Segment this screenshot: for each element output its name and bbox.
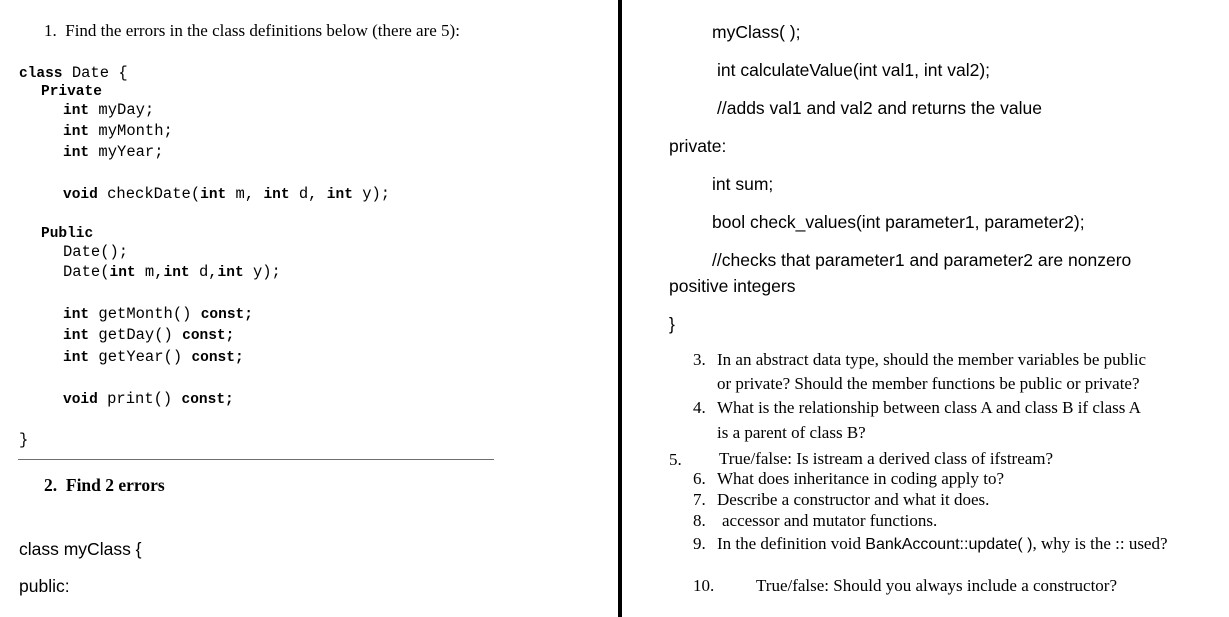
question-text: Describe a constructor and what it does. xyxy=(717,490,990,509)
question-number: 6. xyxy=(693,469,706,488)
code-line-myday xyxy=(63,103,154,119)
question-number: 10. xyxy=(693,576,715,595)
code-line-print xyxy=(63,392,234,408)
keyword: int xyxy=(63,145,90,161)
code-text: d, xyxy=(289,185,327,203)
keyword: int xyxy=(326,187,353,203)
question-text: accessor and mutator functions. xyxy=(722,511,938,530)
question-text: is a parent of class B? xyxy=(717,423,866,442)
question-number: 2. xyxy=(44,475,58,495)
code-text: y); xyxy=(243,263,281,281)
question-number: 7. xyxy=(693,490,706,509)
code-line-mymonth xyxy=(63,124,173,140)
question-2 xyxy=(44,477,165,495)
code-line-checkdate xyxy=(63,187,390,203)
keyword: int xyxy=(217,265,244,281)
code2-ctor: myClass( ); xyxy=(712,22,801,42)
question-text-part: In the definition void xyxy=(717,534,866,553)
question-text xyxy=(717,535,1168,553)
code-line-getday xyxy=(63,328,234,344)
code2-calc-comment: //adds val1 and val2 and returns the value xyxy=(717,98,1042,118)
question-number: 3. xyxy=(693,350,706,369)
keyword: int xyxy=(109,265,136,281)
code-text: m, xyxy=(226,185,264,203)
code2-close-brace: } xyxy=(669,314,675,334)
keyword: void xyxy=(63,187,98,203)
keyword: int xyxy=(63,103,90,119)
code2-check-comment-2: positive integers xyxy=(669,276,796,296)
question-text: What does inheritance in coding apply to? xyxy=(717,469,1005,488)
keyword: int xyxy=(200,187,227,203)
question-number: 8. xyxy=(693,511,706,530)
question-number: 9. xyxy=(693,534,706,553)
question-number: 4. xyxy=(693,398,706,417)
question-text: True/false: Should you always include a constructor? xyxy=(756,576,1118,595)
section-divider xyxy=(18,459,494,460)
code-text: getYear() xyxy=(89,348,192,366)
code-text: y); xyxy=(352,185,391,203)
question-number: 5. xyxy=(669,450,682,469)
keyword: int xyxy=(63,328,90,344)
code2-check-comment-1: //checks that parameter1 and parameter2 are nonzero xyxy=(712,250,1132,270)
code2-check-values: bool check_values(int parameter1, parameter2); xyxy=(712,212,1085,232)
question-text: Find the errors in the class definitions below (there are 5): xyxy=(65,21,460,40)
code2-calc: int calculateValue(int val1, int val2); xyxy=(717,60,991,80)
code-text: getMonth() xyxy=(89,305,201,323)
code2-private-label: private: xyxy=(669,136,727,156)
code-line-getmonth xyxy=(63,307,253,323)
code-text: Date { xyxy=(62,64,128,82)
code-line-getyear xyxy=(63,350,244,366)
code-text: m, xyxy=(135,263,164,281)
question-text: Find 2 errors xyxy=(65,475,165,495)
keyword: const; xyxy=(182,328,235,344)
private-label: Private xyxy=(41,84,102,100)
question-text-part: , why is the :: used? xyxy=(1032,534,1168,553)
question-1 xyxy=(44,22,460,39)
code2-class-line: class myClass { xyxy=(19,539,142,559)
code-close-brace: } xyxy=(19,431,29,449)
keyword: int xyxy=(263,187,290,203)
question-text: or private? Should the member functions be public or private? xyxy=(717,374,1140,393)
code-text: myMonth; xyxy=(89,122,173,140)
code-text: getDay() xyxy=(89,326,183,344)
question-number: 1. xyxy=(44,21,57,40)
question-text: In an abstract data type, should the member variables be public xyxy=(717,350,1147,369)
code-line-ctor-params xyxy=(63,265,281,281)
keyword: int xyxy=(63,124,90,140)
code-line-class xyxy=(19,66,128,82)
question-text-code: BankAccount::update( ) xyxy=(865,536,1033,553)
code-text: print() xyxy=(97,390,182,408)
code2-public-label: public: xyxy=(19,576,70,596)
keyword: void xyxy=(63,392,98,408)
code-text: Date( xyxy=(63,263,110,281)
keyword: int xyxy=(63,307,90,323)
keyword: const; xyxy=(181,392,234,408)
keyword: const; xyxy=(200,307,253,323)
keyword: int xyxy=(63,350,90,366)
question-text: True/false: Is istream a derived class of ifstream? xyxy=(719,449,1054,468)
code-line-ctor-default: Date(); xyxy=(63,243,129,261)
code-text: myDay; xyxy=(89,101,155,119)
code2-sum: int sum; xyxy=(712,174,774,194)
page-divider xyxy=(618,0,622,617)
keyword: class xyxy=(19,66,63,82)
code-text: d, xyxy=(189,263,218,281)
code-text: myYear; xyxy=(89,143,164,161)
keyword: const; xyxy=(191,350,244,366)
keyword: int xyxy=(163,265,190,281)
public-label: Public xyxy=(41,226,94,242)
code-line-myyear xyxy=(63,145,164,161)
question-text: What is the relationship between class A and class B if class A xyxy=(717,398,1141,417)
code-text: checkDate( xyxy=(97,185,201,203)
right-page xyxy=(624,0,1229,617)
